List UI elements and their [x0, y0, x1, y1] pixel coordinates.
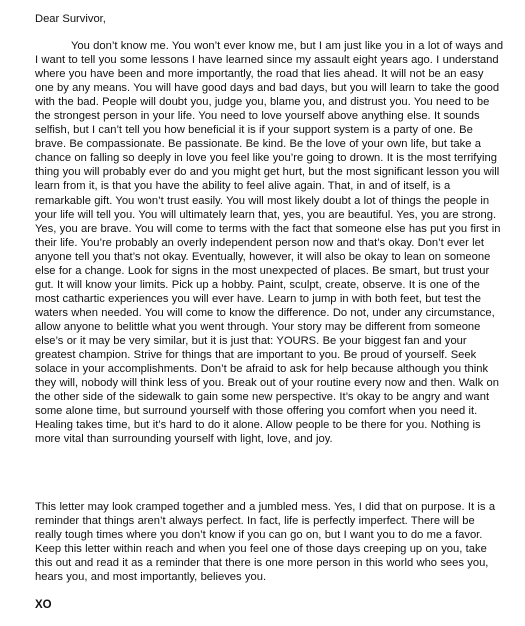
letter-salutation: Dear Survivor,	[35, 13, 106, 25]
letter-body-paragraph: You don’t know me. You won’t ever know me, but I am just like you in a lot of ways and I want to tell you some lessons I have learned since my assault eight years ago. I understand where you have been and more importantly, the road that lies ahead. It will not be an easy one by any means. You will have good days and bad days, but you will learn to take the good with the bad. People will doubt you, judge you, blame you, and distrust you. You need to be the strongest person in your life. You need to love yourself above anything else. It sounds selfish, but I can’t tell you how beneficial it is if your support system is a party of one. Be brave. Be compassionate. Be passionate. Be kind. Be the love of your own life, but take a chance on falling so deeply in love you feel like you’re going to drown. It is the most terrifying thing you will probably ever do and you might get hurt, but the most significant lesson you will learn from it, is that you have the ability to feel alive again. That, in and of itself, is a remarkable gift. You won’t trust easily. You will most likely doubt a lot of things the people in your life will tell you. You will ultimately learn that, yes, you are beautiful. Yes, you are strong. Yes, you are brave. You will come to terms with the fact that someone else has put you first in their life. You’re probably an overly independent person now and that’s okay. Don’t ever let anyone tell you that’s not okay. Eventually, however, it will also be okay to lean on someone else for a change. Look for signs in the most unexpected of places. Be smart, but trust your gut. It will know your limits. Pick up a hobby. Paint, sculpt, create, observe. It is one of the most cathartic experiences you will ever have. Learn to jump in with both feet, but test the waters when needed. You will come to know the difference. Do not, under any circumstance, allow anyone to belittle what you went through. Your story may be different from someone else’s or it may be very similar, but it is just that: YOURS. Be your biggest fan and your greatest champion. Strive for things that are important to you. Be proud of yourself. Seek solace in your accomplishments. Don’t be afraid to ask for help because although you think they will, nobody will think less of you. Break out of your routine every now and then. Walk on the other side of the sidewalk to gain some new perspective. It’s okay to be angry and want some alone time, but surround yourself with those offering you comfort when you need it. Healing takes time, but it’s hard to do it alone. Allow people to be there for you. Nothing is more vital than surrounding yourself with light, love, and joy.	[35, 40, 504, 446]
letter-signoff: XO	[35, 599, 52, 611]
letter-closing-paragraph: This letter may look cramped together and a jumbled mess. Yes, I did that on purpose. It is a reminder that things aren’t always perfect. In fact, life is perfectly imperfect. There will be really tough times where you don’t know if you can go on, but I want you to do me a favor. Keep this letter within reach and when you feel one of those days creeping up on you, take this out and read it as a reminder that there is one more person in this world who sees you, hears you, and most importantly, believes you.	[35, 501, 496, 584]
